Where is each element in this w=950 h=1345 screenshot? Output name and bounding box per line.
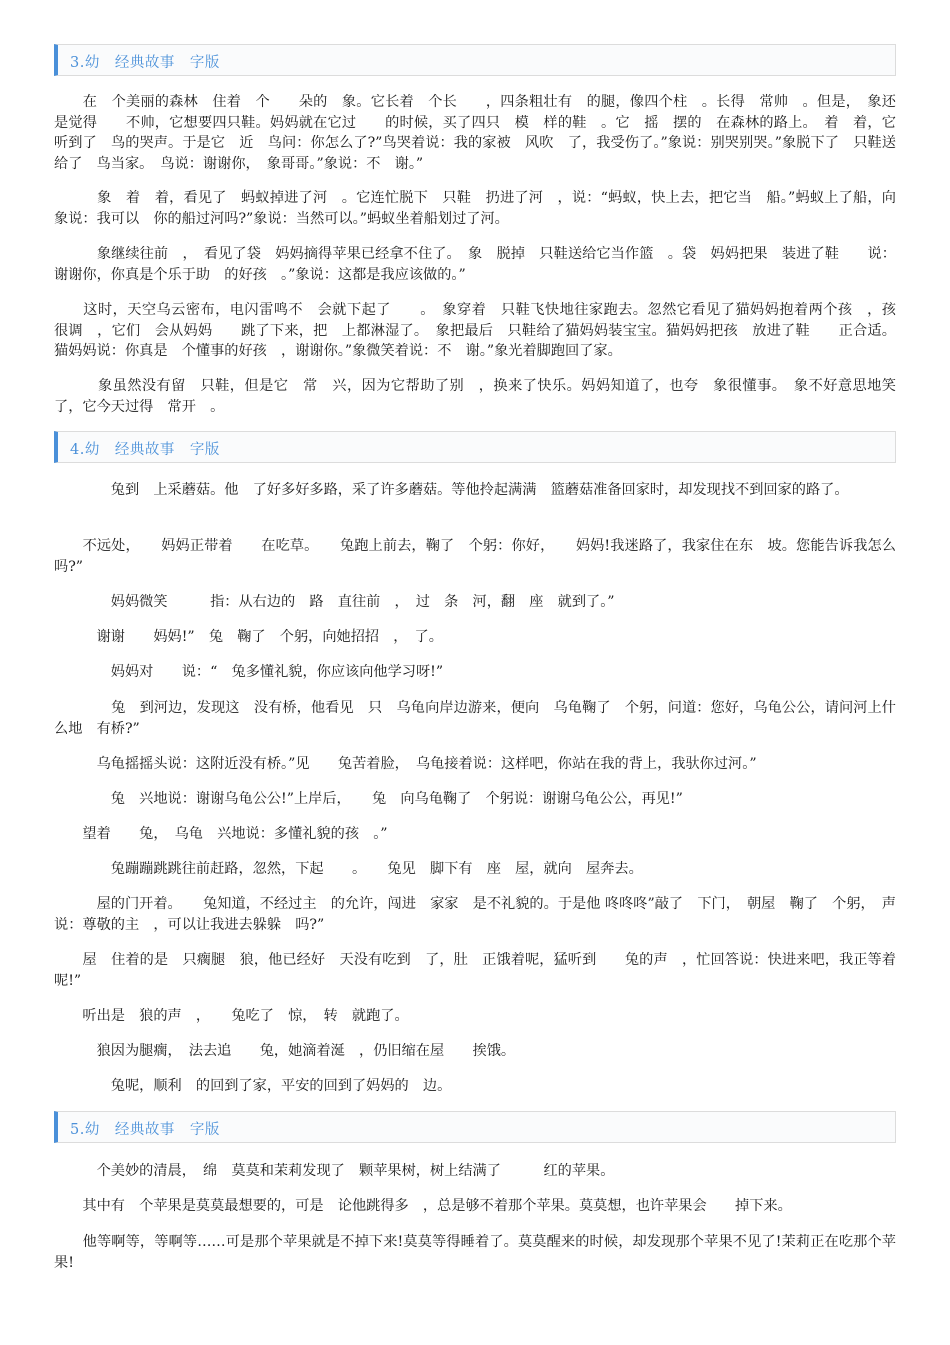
paragraph: 兔蹦蹦跳跳往前赶路，忽然，下起 。 兔见 脚下有 座 屋，就向 屋奔去。	[54, 861, 643, 877]
paragraph: 其中有 个苹果是莫莫最想要的，可是 论他跳得多 ，总是够不着那个苹果。莫莫想，也许苹果会 掉下来。	[54, 1198, 792, 1214]
section-header	[54, 44, 896, 76]
section-title: 3.幼 经典故事 字版	[70, 55, 220, 71]
paragraph: 屋 住着的是 只瘸腿 狼，他已经好 天没有吃到 了，肚 正饿着呢，猛听到 兔的声 ，忙回答说：快进来吧，我正等着呢!”	[54, 952, 896, 989]
paragraph: 狼因为腿瘸， 法去追 兔，她滴着涎 ，仍旧缩在屋 挨饿。	[54, 1043, 516, 1059]
paragraph: 个美妙的清晨， 绵 莫莫和茉莉发现了 颗苹果树，树上结满了 红的苹果。	[54, 1163, 615, 1179]
paragraph: 乌龟摇摇头说：这附近没有桥。”见 兔苦着脸， 乌龟接着说：这样吧，你站在我的背上，我驮你过河。”	[54, 756, 757, 772]
paragraph: 听出是 狼的声 ， 兔吃了 惊， 转 就跑了。	[54, 1008, 409, 1024]
section-header	[54, 1111, 896, 1143]
paragraph: 屋的门开着。 兔知道，不经过主 的允许，闯进 家家 是不礼貌的。于是他 咚咚咚”敲了 下门， 朝屋 鞠了 个躬， 声说：尊敬的主 ，可以让我进去躲躲 吗?”	[54, 896, 896, 933]
paragraph: 望着 兔， 乌龟 兴地说：多懂礼貌的孩 。”	[54, 826, 388, 842]
paragraph: 兔到 上采蘑菇。他 了好多好多路，采了许多蘑菇。等他拎起满满 篮蘑菇准备回家时，却发现找不到回家的路了。	[54, 482, 849, 498]
section-title: 4.幼 经典故事 字版	[70, 442, 220, 458]
paragraph: 他等啊等，等啊等……可是那个苹果就是不掉下来!莫莫等得睡着了。莫莫醒来的时候，却发现那个苹果不见了!茉莉正在吃那个苹果!	[54, 1234, 896, 1271]
section-header	[54, 431, 896, 463]
paragraph: 妈妈微笑 指：从右边的 路 直往前 ， 过 条 河，翻 座 就到了。”	[54, 594, 615, 610]
paragraph: 象继续往前 ， 看见了袋 妈妈摘得苹果已经拿不住了。 象 脱掉 只鞋送给它当作篮 。袋 妈妈把果 装进了鞋 说：谢谢你，你真是个乐于助 的好孩 。”象说：这都是我应该做的。”	[54, 246, 896, 283]
paragraph: 兔呢，顺利 的回到了家，平安的回到了妈妈的 边。	[54, 1078, 452, 1094]
paragraph: 兔 兴地说：谢谢乌龟公公!”上岸后， 兔 向乌龟鞠了 个躬说：谢谢乌龟公公，再见!”	[54, 791, 683, 807]
paragraph: 在 个美丽的森林 住着 个 朵的 象。它长着 个长 ，四条粗壮有 的腿，像四个柱 。长得 常帅 。但是， 象还是觉得 不帅，它想要四只鞋。妈妈就在它过 的时候，买了四只 模 样的鞋 。它 摇 摆的 在森林的路上。 着 着，它听到了 鸟的哭声。于是它 近 鸟问：你怎么了?”鸟哭着说：我的家被 风吹 了，我受伤了。”象说：别哭别哭。”象脱下了 只鞋送给了 鸟当家。 鸟说：谢谢你， 象哥哥。”象说：不 谢。”	[54, 94, 896, 172]
paragraph: 谢谢 妈妈!” 兔 鞠了 个躬，向她招招 ， 了。	[54, 629, 443, 645]
paragraph: 象 着 着，看见了 蚂蚁掉进了河 。它连忙脱下 只鞋 扔进了河 ，说：“蚂蚁，快上去，把它当 船。”蚂蚁上了船，向 象说：我可以 你的船过河吗?”象说：当然可以。”蚂蚁坐着船划过了河。	[54, 190, 911, 227]
section-title: 5.幼 经典故事 字版	[70, 1122, 220, 1138]
paragraph: 这时，天空乌云密布，电闪雷鸣不 会就下起了 。 象穿着 只鞋飞快地往家跑去。忽然它看见了猫妈妈抱着两个孩 ，孩 很调 ，它们 会从妈妈 跳了下来，把 上都淋湿了。 象把最后 只鞋给了猫妈妈装宝宝。猫妈妈把孩 放进了鞋 正合适。猫妈妈说：你真是 个懂事的好孩 ，谢谢你。”象微笑着说：不 谢。”象光着脚跑回了家。	[54, 302, 911, 359]
paragraph: 象虽然没有留 只鞋，但是它 常 兴，因为它帮助了别 ，换来了快乐。妈妈知道了，也夸 象很懂事。 象不好意思地笑了，它今天过得 常开 。	[54, 378, 896, 415]
paragraph: 兔 到河边，发现这 没有桥，他看见 只 乌龟向岸边游来，便向 乌龟鞠了 个躬，问道：您好，乌龟公公，请问河上什么地 有桥?”	[54, 700, 896, 737]
paragraph: 妈妈对 说：“ 兔多懂礼貌，你应该向他学习呀!”	[54, 664, 444, 680]
paragraph: 不远处， 妈妈正带着 在吃草。 兔跑上前去，鞠了 个躬：你好， 妈妈!我迷路了，我家住在东 坡。您能告诉我怎么 吗?”	[54, 538, 911, 575]
